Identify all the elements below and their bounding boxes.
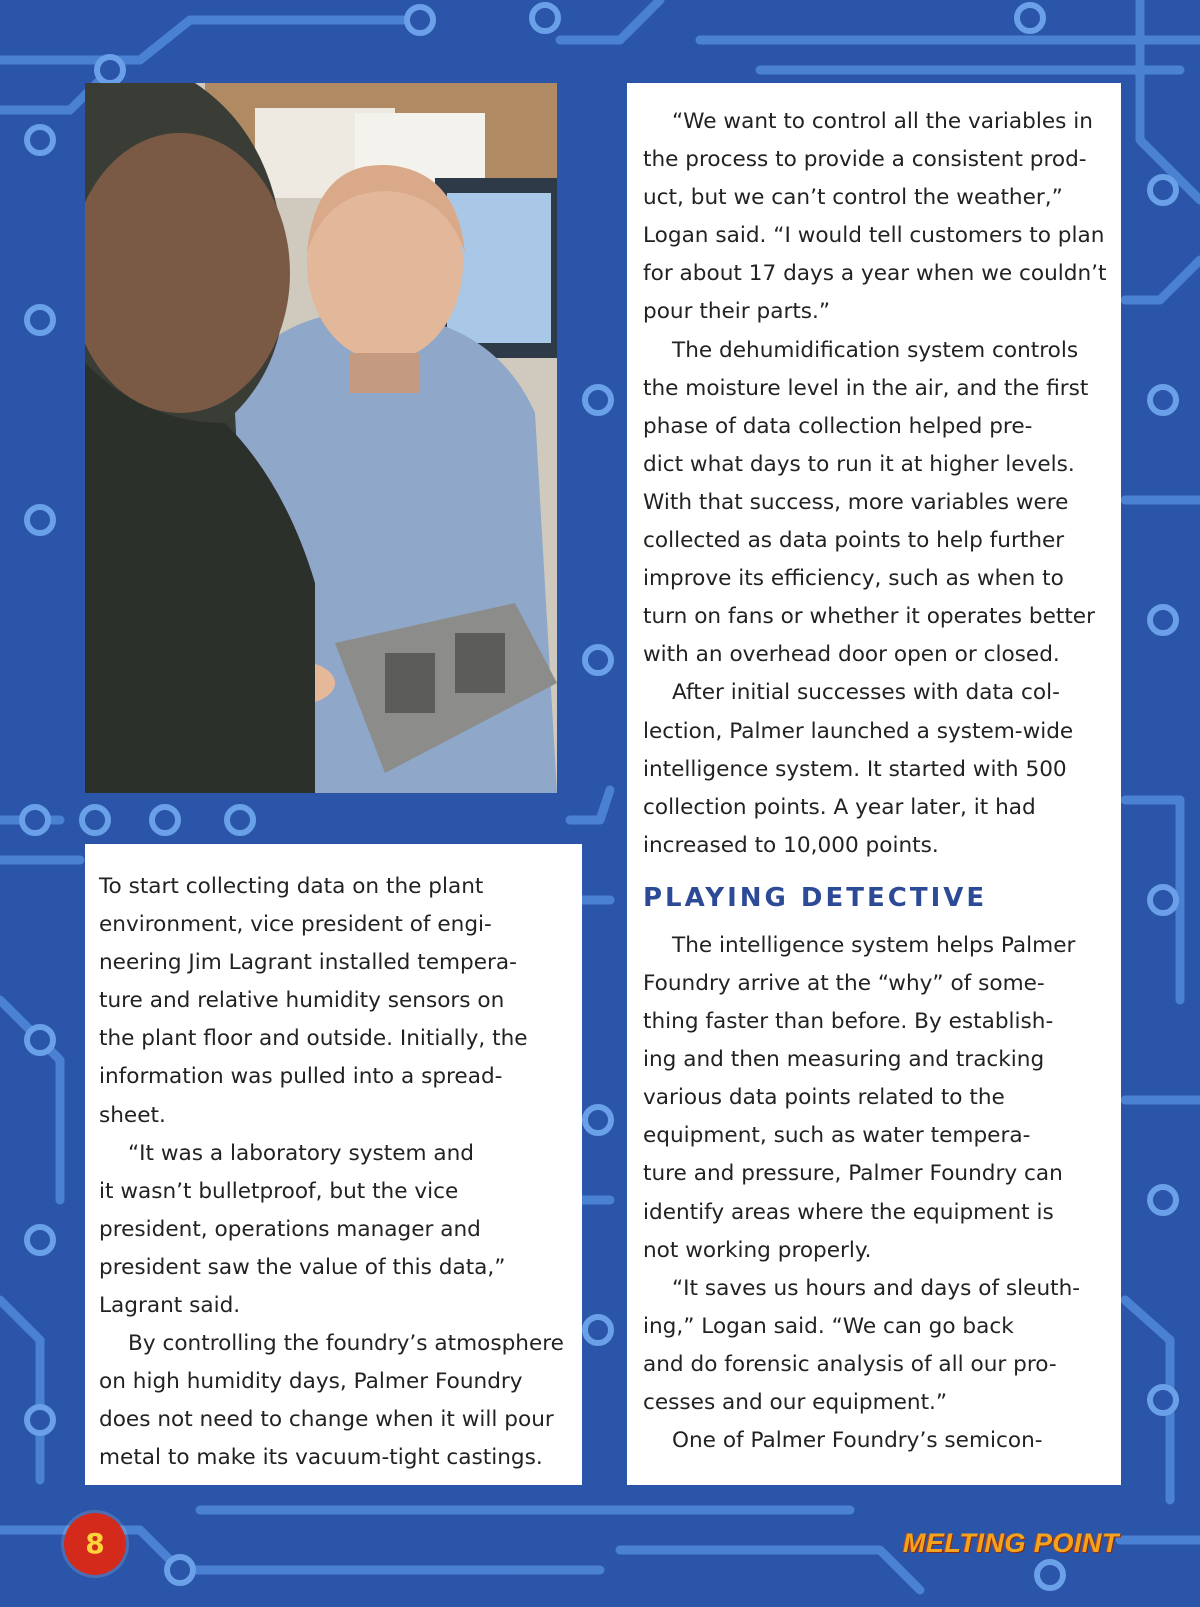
article-text-line: pour their parts.” (643, 299, 831, 325)
article-text-line: phase of data collection helped pre- (643, 413, 1033, 439)
article-text-line: neering Jim Lagrant installed tempera- (99, 950, 517, 976)
article-text-line: Logan said. “I would tell customers to plan (643, 223, 1105, 249)
article-text-line: for about 17 days a year when we couldn’t (643, 261, 1107, 287)
article-text-line: turn on fans or whether it operates better (643, 604, 1095, 630)
article-text-line: One of Palmer Foundry’s semicon- (672, 1428, 1043, 1454)
article-text-line: information was pulled into a spread- (99, 1064, 503, 1090)
article-text-line: lection, Palmer launched a system-wide (643, 718, 1074, 744)
article-text-line: “It saves us hours and days of sleuth- (672, 1275, 1081, 1301)
section-heading: PLAYING DETECTIVE (643, 882, 988, 913)
article-text-line: thing faster than before. By establish- (643, 1009, 1054, 1035)
article-text-line: equipment, such as water tempera- (643, 1123, 1031, 1149)
article-text-line: By controlling the foundry’s atmosphere (128, 1331, 564, 1357)
article-text-line: metal to make its vacuum-tight castings. (99, 1445, 543, 1471)
article-text-line: Lagrant said. (99, 1293, 241, 1319)
article-text-line: dict what days to run it at higher levels. (643, 451, 1075, 477)
article-text-line: “We want to control all the variables in (672, 109, 1093, 134)
article-text-line: the process to provide a consistent prod- (643, 147, 1087, 173)
article-text-line: president saw the value of this data,” (99, 1254, 506, 1280)
article-text-line: various data points related to the (643, 1085, 1005, 1111)
article-text-line: ing,” Logan said. “We can go back (643, 1313, 1014, 1339)
left-text-column (85, 844, 582, 1485)
article-text-line: ture and relative humidity sensors on (99, 988, 505, 1014)
article-text-line: With that success, more variables were (643, 489, 1069, 515)
magazine-masthead: MELTING POINT (903, 1528, 1119, 1558)
article-text-line: collected as data points to help further (643, 528, 1065, 554)
article-text-line: on high humidity days, Palmer Foundry (99, 1369, 523, 1395)
photo-two-engineers-discussing-metal-part (85, 83, 557, 793)
article-text-line: intelligence system. It started with 500 (643, 756, 1067, 782)
article-text-line: The intelligence system helps Palmer (672, 932, 1076, 958)
article-text-line: it wasn’t bulletproof, but the vice (99, 1178, 459, 1204)
article-text-line: the moisture level in the air, and the first (643, 375, 1089, 401)
article-text-line: cesses and our equipment.” (643, 1390, 948, 1415)
article-text-line: improve its efficiency, such as when to (643, 566, 1064, 592)
article-text-line: ing and then measuring and tracking (643, 1047, 1045, 1073)
article-text-line: collection points. A year later, it had (643, 794, 1036, 820)
right-text-column (627, 83, 1121, 1485)
article-text-line: After initial successes with data col- (672, 680, 1060, 706)
page-number-badge: 8 (64, 1513, 126, 1575)
article-text-line: president, operations manager and (99, 1216, 481, 1242)
article-text-line: To start collecting data on the plant (99, 874, 484, 899)
article-text-line: sheet. (99, 1102, 166, 1128)
article-text-line: “It was a laboratory system and (128, 1140, 475, 1166)
article-text-line: ture and pressure, Palmer Foundry can (643, 1161, 1063, 1187)
article-text-line: Foundry arrive at the “why” of some- (643, 970, 1045, 996)
article-text-line: environment, vice president of engi- (99, 912, 492, 938)
article-text-line: identify areas where the equipment is (643, 1199, 1054, 1225)
article-text-line: increased to 10,000 points. (643, 832, 939, 858)
article-text-line: uct, but we can’t control the weather,” (643, 185, 1063, 211)
article-text-line: with an overhead door open or closed. (643, 642, 1060, 668)
article-photo (85, 83, 557, 793)
article-text-line: the plant floor and outside. Initially, the (99, 1026, 528, 1052)
article-text-line: not working properly. (643, 1237, 872, 1263)
article-text-line: does not need to change when it will pour (99, 1407, 554, 1433)
article-text-line: The dehumidification system controls (672, 337, 1079, 363)
article-text-line: and do forensic analysis of all our pro- (643, 1351, 1057, 1377)
